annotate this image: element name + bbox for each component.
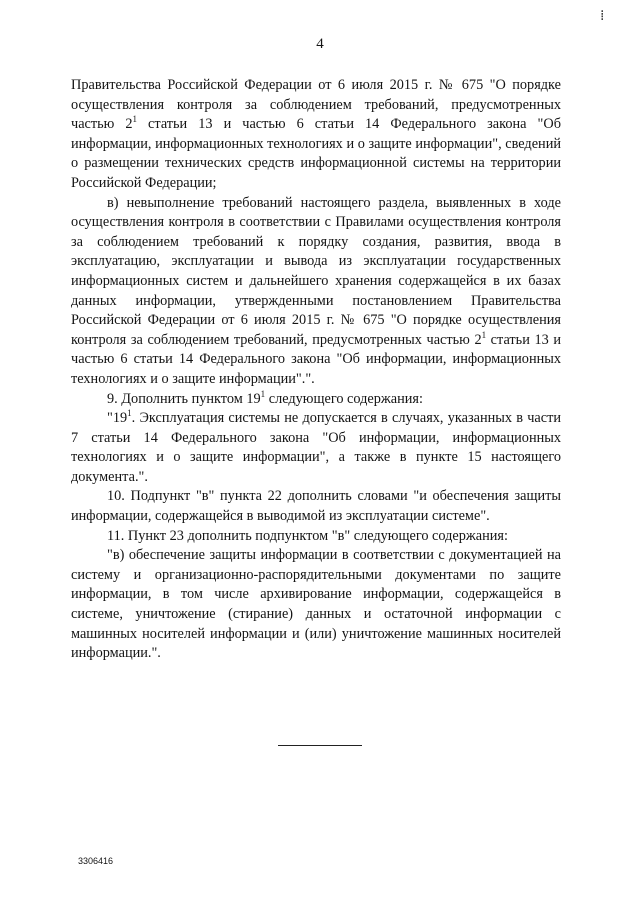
paragraph-point-10 [71, 487, 561, 526]
paragraph-subitem-v [71, 546, 561, 664]
superscript: 1 [260, 388, 266, 399]
superscript: 1 [127, 408, 132, 419]
scan-mark: ⁞ [600, 8, 605, 24]
text-segment: статьи 13 и частью 6 статьи 14 Федерального закона "Об информации, информационных технологиях и о защите информации".". [71, 331, 561, 387]
text-segment: 10. Подпункт "в" пункта 22 дополнить словами "и обеспечения защиты информации, содержащейся в выводимой из эксплуатации системе". [71, 488, 561, 525]
paragraph-point-11 [71, 527, 561, 547]
end-of-text-rule [278, 745, 362, 746]
document-code: 3306416 [78, 856, 114, 866]
superscript: 1 [132, 114, 138, 125]
page-number: 4 [316, 36, 324, 52]
text-segment: . Эксплуатация системы не допускается в случаях, указанных в части 7 статьи 14 Федерального закона "Об информации, информационных технологиях и о защите информации", а также в пункте 15 настоящего документа.". [71, 410, 561, 485]
paragraph-item-v [71, 194, 561, 390]
superscript: 1 [481, 329, 487, 340]
paragraph-point-19-1 [71, 409, 561, 487]
text-segment: 11. Пункт 23 дополнить подпунктом "в" следующего содержания: [107, 527, 508, 544]
text-segment: "в) обеспечение защиты информации в соответствии с документацией на систему и организационно-распорядительными документами по защите информации, в том числе архивирование информации, содержащейся в системе, уничтожение (стирание) данных и остаточной информации с машинных носителей информации и (или) уничтожение машинных носителей информации.". [71, 547, 561, 662]
paragraph-point-9 [71, 390, 561, 410]
document-body [71, 76, 561, 664]
text-segment: "19 [107, 410, 128, 427]
text-segment: Правительства Российской Федерации от 6 июля 2015 г. № 675 "О порядке осуществления контроля за соблюдением требований, предусмотренных частью 2 [71, 77, 561, 133]
paragraph-continuation [71, 76, 561, 194]
text-segment: 9. Дополнить пунктом 19 [107, 390, 261, 407]
text-segment: статьи 13 и частью 6 статьи 14 Федерального закона "Об информации, информационных технологиях и о защите информации", сведений о размещении технических средств информационной системы на территории Российской Федерации; [71, 116, 561, 191]
text-segment: следующего содержания: [265, 390, 423, 407]
text-segment: в) невыполнение требований настоящего раздела, выявленных в ходе осуществления контроля в соответствии с Правилами осуществления контроля за соблюдением требований к порядку создания, развития, ввода в эксплуатацию, эксплуатации и вывода из эксплуатации государственных информационных систем и дальнейшего хранения содержащейся в их базах данных информации, утвержденными постановлением Правительства Российской Федерации от 6 июля 2015 г. № 675 "О порядке осуществления контроля за соблюдением требований, предусмотренных частью 2 [71, 194, 561, 348]
